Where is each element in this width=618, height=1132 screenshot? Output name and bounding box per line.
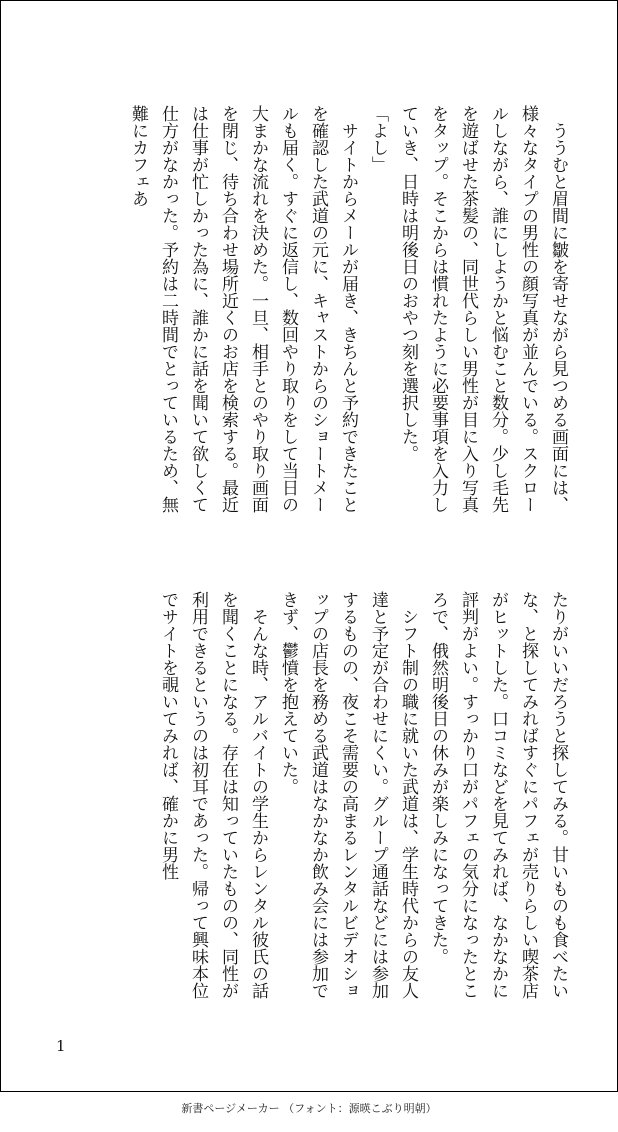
top-text-block [53,105,573,525]
footer-caption: 新書ページメーカー （フォント：源暎こぶり明朝） [181,1102,437,1115]
paragraph: サイトからメールが届き、きちんと予約できたことを確認した武道の元に、キャストからのショートメールも届く。すぐに返信し、数回やり取りをして当日の大まかな流れを決めた。一旦、相手とのやり取り画面を閉じ、待ち合わせ場所近くのお店を検索する。最近は仕事が忙しかった為に、誰かに話を聞いて欲しくて仕方がなかった。予約は二時間でとっているため、無難にカフェあ [128,105,358,513]
bottom-text-block [53,591,573,1011]
page-number: 1 [56,1037,66,1055]
paragraph: ううむと眉間に皺を寄せながら見つめる画面には、様々なタイプの男性の顔写真が並んでいる。スクロールしながら、誰にしようかと悩むこと数分。少し毛先を遊ばせた茶髪の、同世代らしい男性が目に入り写真をタップ。そこからは慣れたように必要事項を入力していき、日時は明後日のおやつ刻を選択した。 [398,105,568,513]
paragraph: たりがいいだろうと探してみる。甘いものも食べたいな、と探してみればすぐにパフェが売りらしい喫茶店がヒットした。口コミなどを見てみれば、なかなかに評判がよい。すっかり口がパフェの気分になったところで、俄然明後日の休みが楽しみになってきた。 [428,591,568,999]
paragraph: 「よし」 [368,105,388,173]
paragraph: シフト制の職に就いた武道は、学生時代からの友人達と予定が合わせにくい。グループ通話などには参加するものの、夜こそ需要の高まるレンタルビデオショップの店長を務める武道はなかなか飲み会には参加できず、鬱憤を抱えていた。 [278,591,418,999]
paragraph: そんな時、アルバイトの学生からレンタル彼氏の話を聞くことになる。存在は知っていたものの、同性が利用できるというのは初耳であった。帰って興味本位でサイトを覗いてみれば、確かに男性 [158,591,268,999]
